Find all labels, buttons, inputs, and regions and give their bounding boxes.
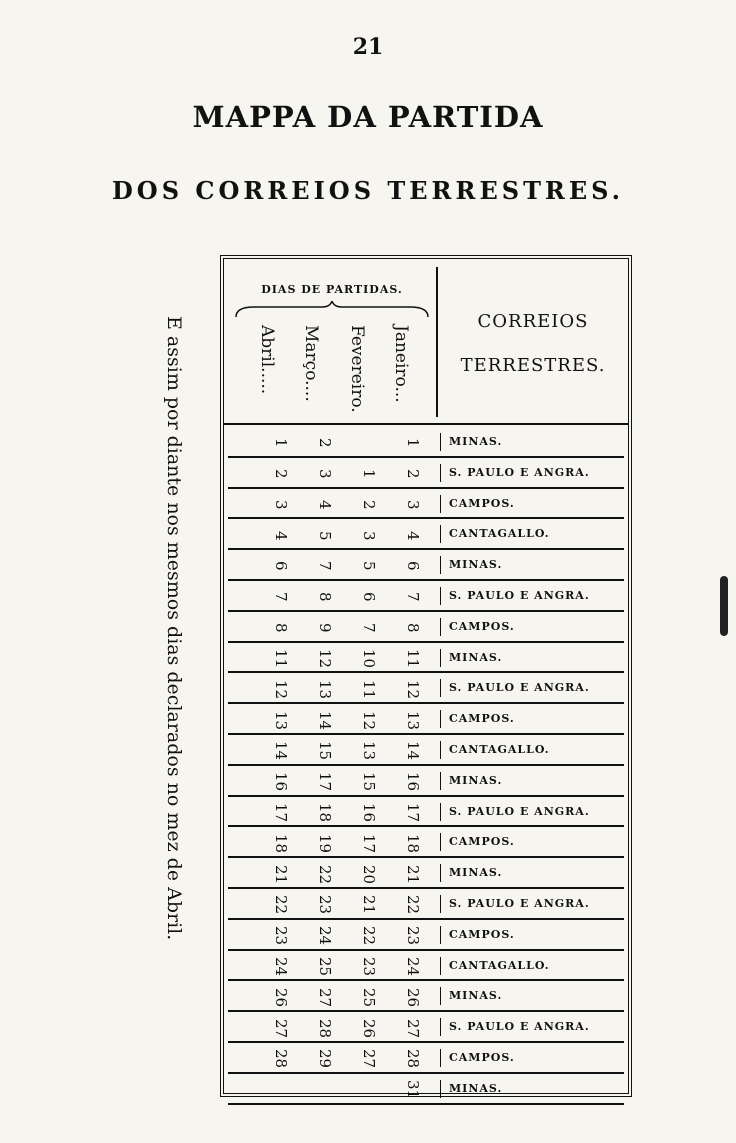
table-row <box>228 427 624 458</box>
route-cell: MINAS. <box>440 556 502 574</box>
day-cell: 23 <box>316 895 334 915</box>
table-row <box>228 643 624 674</box>
table-row <box>228 458 624 489</box>
day-cell: 4 <box>316 499 334 510</box>
page-subtitle: DOS CORREIOS TERRESTRES. <box>111 176 624 205</box>
day-cell: 2 <box>404 469 422 479</box>
brace-icon <box>234 301 430 319</box>
table-row <box>228 550 624 581</box>
route-cell: S. PAULO E ANGRA. <box>440 1018 590 1036</box>
route-cell: CAMPOS. <box>440 926 515 944</box>
day-cell: 15 <box>316 741 334 761</box>
day-cell: 28 <box>316 1018 334 1038</box>
day-cell: 19 <box>316 833 334 853</box>
table-row <box>228 581 624 612</box>
day-cell: 4 <box>404 530 422 541</box>
day-cell <box>260 1077 288 1103</box>
day-cell: 6 <box>360 592 378 602</box>
departure-table <box>220 255 632 1100</box>
day-cell: 13 <box>404 710 422 730</box>
route-cell: MINAS. <box>440 433 502 451</box>
month-header-january: Janeiro... <box>391 325 411 403</box>
table-row <box>228 766 624 797</box>
day-cell: 3 <box>272 499 290 510</box>
day-cell: 13 <box>360 741 378 761</box>
route-header-line-2: TERRESTRES. <box>460 355 606 376</box>
day-cell: 1 <box>272 438 290 448</box>
day-cell: 16 <box>272 772 290 792</box>
day-cell: 9 <box>316 623 334 633</box>
day-cell: 5 <box>360 561 378 571</box>
day-cell: 17 <box>316 772 334 792</box>
route-cell: CAMPOS. <box>440 495 515 513</box>
day-cell: 10 <box>360 649 378 669</box>
page-number: 21 <box>352 34 384 60</box>
table-row <box>228 797 624 828</box>
route-cell: CAMPOS. <box>440 618 515 636</box>
table-row <box>228 704 624 735</box>
day-cell: 1 <box>360 469 378 479</box>
month-header-april: Abril..... <box>257 325 277 395</box>
day-cell: 24 <box>316 926 334 946</box>
day-cell: 27 <box>316 987 334 1007</box>
day-cell: 15 <box>360 772 378 792</box>
page-edge-mark <box>720 576 728 636</box>
day-cell: 11 <box>272 649 290 669</box>
day-cell: 13 <box>316 679 334 699</box>
route-header-line-1: CORREIOS <box>477 311 589 332</box>
days-header <box>228 267 438 417</box>
route-cell: MINAS. <box>440 649 502 667</box>
table-row <box>228 889 624 920</box>
day-cell: 24 <box>272 957 290 977</box>
day-cell: 17 <box>360 833 378 853</box>
route-cell: MINAS. <box>440 864 502 882</box>
day-cell: 14 <box>404 741 422 761</box>
day-cell: 18 <box>316 803 334 823</box>
route-cell: CAMPOS. <box>440 710 515 728</box>
day-cell: 21 <box>272 864 290 884</box>
route-header <box>438 259 628 423</box>
table-row <box>228 489 624 520</box>
days-header-title: DIAS DE PARTIDAS. <box>261 283 403 296</box>
route-cell: CANTAGALLO. <box>440 525 550 543</box>
day-cell: 11 <box>404 649 422 669</box>
month-header-march: Março.... <box>301 325 321 402</box>
day-cell: 23 <box>360 957 378 977</box>
table-row <box>228 1043 624 1074</box>
day-cell: 27 <box>360 1049 378 1069</box>
route-cell: MINAS. <box>440 772 502 790</box>
day-cell: 25 <box>316 957 334 977</box>
table-row <box>228 735 624 766</box>
day-cell: 14 <box>272 741 290 761</box>
table-row <box>228 612 624 643</box>
day-cell: 13 <box>272 710 290 730</box>
day-cell: 16 <box>404 772 422 792</box>
route-cell: CAMPOS. <box>440 1049 515 1067</box>
day-cell: 7 <box>272 592 290 602</box>
route-cell: CANTAGALLO. <box>440 957 550 975</box>
route-cell: CAMPOS. <box>440 833 515 851</box>
day-cell: 26 <box>404 987 422 1007</box>
day-cell: 17 <box>404 803 422 823</box>
day-cell <box>348 430 376 456</box>
day-cell: 3 <box>404 499 422 510</box>
day-cell: 31 <box>404 1080 422 1100</box>
day-cell: 2 <box>272 469 290 479</box>
day-cell: 14 <box>316 710 334 730</box>
route-cell: S. PAULO E ANGRA. <box>440 587 590 605</box>
day-cell: 12 <box>272 679 290 699</box>
day-cell: 28 <box>404 1049 422 1069</box>
day-cell: 16 <box>360 803 378 823</box>
route-cell: S. PAULO E ANGRA. <box>440 464 590 482</box>
table-row <box>228 951 624 982</box>
day-cell: 3 <box>360 530 378 541</box>
day-cell: 26 <box>272 987 290 1007</box>
page-title: MAPPA DA PARTIDA <box>192 100 544 134</box>
day-cell: 20 <box>360 864 378 884</box>
route-cell: S. PAULO E ANGRA. <box>440 679 590 697</box>
table-row <box>228 920 624 951</box>
table-row <box>228 673 624 704</box>
day-cell: 7 <box>316 561 334 571</box>
table-row <box>228 981 624 1012</box>
side-note: E assim por diante nos mesmos dias declarados no mez de Abril. <box>163 316 185 941</box>
day-cell: 8 <box>404 623 422 633</box>
day-cell: 8 <box>316 592 334 602</box>
day-cell: 18 <box>272 833 290 853</box>
day-cell: 8 <box>272 623 290 633</box>
day-cell: 22 <box>360 926 378 946</box>
table-row <box>228 519 624 550</box>
day-cell: 3 <box>316 469 334 479</box>
day-cell: 12 <box>404 679 422 699</box>
route-cell: MINAS. <box>440 1080 502 1098</box>
day-cell: 28 <box>272 1049 290 1069</box>
day-cell: 5 <box>316 530 334 541</box>
day-cell <box>304 1077 332 1103</box>
day-cell: 2 <box>316 438 334 448</box>
day-cell: 29 <box>316 1049 334 1069</box>
route-cell: CANTAGALLO. <box>440 741 550 759</box>
day-cell: 1 <box>404 438 422 448</box>
table-row <box>228 1074 624 1105</box>
day-cell: 27 <box>404 1018 422 1038</box>
day-cell: 17 <box>272 803 290 823</box>
day-cell: 12 <box>316 649 334 669</box>
day-cell: 7 <box>360 623 378 633</box>
day-cell: 23 <box>272 926 290 946</box>
day-cell: 24 <box>404 957 422 977</box>
day-cell: 21 <box>360 895 378 915</box>
day-cell: 22 <box>404 895 422 915</box>
day-cell: 27 <box>272 1018 290 1038</box>
day-cell: 6 <box>272 561 290 571</box>
day-cell: 6 <box>404 561 422 571</box>
table-row <box>228 827 624 858</box>
route-cell: S. PAULO E ANGRA. <box>440 803 590 821</box>
day-cell: 2 <box>360 499 378 510</box>
day-cell <box>348 1077 376 1103</box>
day-cell: 26 <box>360 1018 378 1038</box>
day-cell: 22 <box>272 895 290 915</box>
day-cell: 7 <box>404 592 422 602</box>
day-cell: 23 <box>404 926 422 946</box>
day-cell: 18 <box>404 833 422 853</box>
route-cell: MINAS. <box>440 987 502 1005</box>
day-cell: 12 <box>360 710 378 730</box>
route-cell: S. PAULO E ANGRA. <box>440 895 590 913</box>
day-cell: 22 <box>316 864 334 884</box>
day-cell: 25 <box>360 987 378 1007</box>
day-cell: 4 <box>272 530 290 541</box>
day-cell: 11 <box>360 679 378 699</box>
month-header-february: Fevereiro. <box>347 325 367 413</box>
day-cell: 21 <box>404 864 422 884</box>
table-row <box>228 1012 624 1043</box>
table-header <box>224 259 628 425</box>
table-row <box>228 858 624 889</box>
